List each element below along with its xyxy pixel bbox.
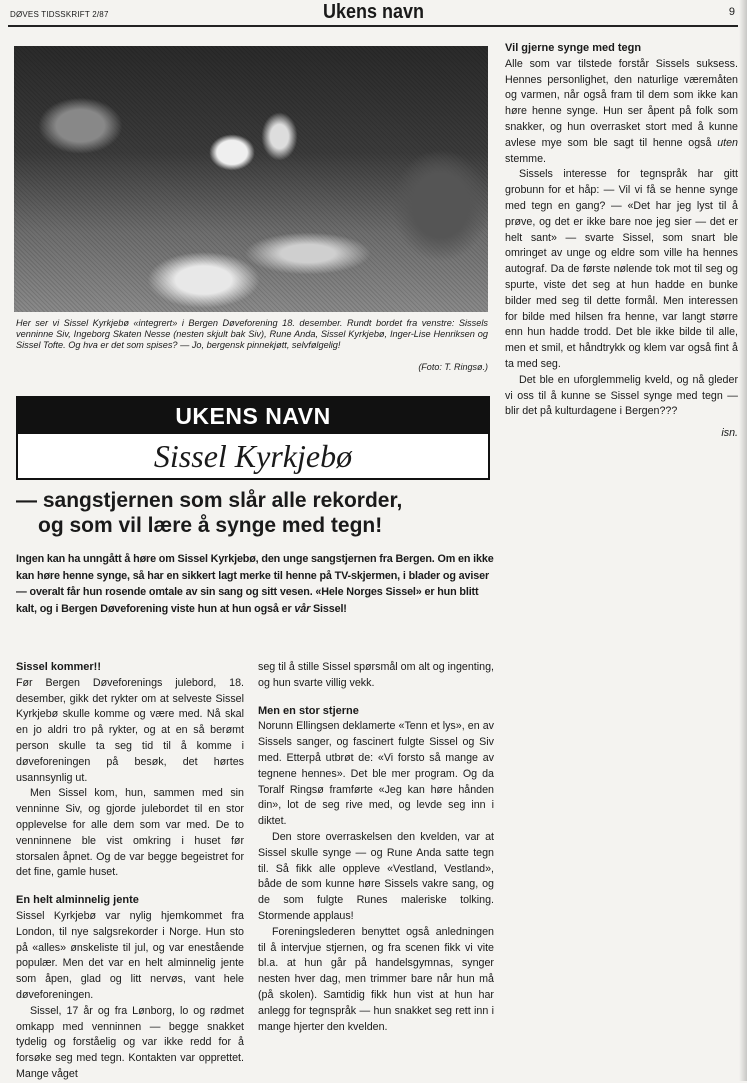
- author-signature: isn.: [721, 427, 738, 440]
- article-headline: [16, 488, 506, 538]
- headline-line-1: — sangstjernen som slår alle rekorder,: [16, 489, 403, 512]
- body-paragraph: Det ble en uforglemmelig kveld, og nå gleder vi oss til å kunne se Sissel synge med tegn — blir det på kulturdagene i Bergen???: [505, 373, 738, 418]
- header-rule: [8, 25, 738, 27]
- feature-title-box: [16, 396, 490, 480]
- page-edge-shadow: [739, 0, 747, 1081]
- subheading-synge-med-tegn: Vil gjerne synge med tegn: [505, 42, 642, 54]
- body-emphasis: uten: [717, 136, 738, 149]
- feature-banner: UKENS NAVN: [18, 398, 488, 434]
- lead-text-end: Sissel!: [310, 602, 347, 615]
- body-paragraph: [505, 57, 738, 168]
- body-paragraph: Men Sissel kom, hun, sammen med sin venninne Siv, og gjorde julebordet til en stor opplevelse for alle dem som var med. De to venninnene ble vist omkring i huset før storsalen åpnet. Og de var begge begeistret for det fine, gamle huset.: [16, 787, 244, 879]
- body-paragraph: seg til å stille Sissel spørsmål om alt og ingenting, og hun svarte villig vekk.: [258, 661, 494, 689]
- article-column-2: [258, 660, 494, 1035]
- body-paragraph: Sissels interesse for tegnspråk har gitt grobunn for et håp: — Vil vi få se henne synge med tegn en gang? — «Det har jeg lyst til å prøve, og det er ikke bare noe jeg sier — det er helt sant» — svarte Sissel, som snart ble omringet av unge og eldre som ville ha hennes autograf. Da de første nølende tok mot til seg og spurte, viste det seg at hun hadde en bunke bilder med seg til dette formål. Men interessen for bilde med hilsen fra henne, var langt større enn hun hadde trodd. Det ble ikke bilde til alle, men et smil, et håndtrykk og klem var også fint å ta med seg.: [505, 168, 738, 370]
- article-column-1: [16, 660, 244, 1083]
- body-paragraph: Foreningslederen benyttet også anledningen til å intervjue stjernen, og fra scenen fikk vi vite bl.a. at hun går på handelsgymnas, synger nesten hver dag, men trimmer bare når hun må (på skolen). Samtidig fikk hun vist at hun har anlegg for tegnspråk — hun snakket seg rett inn i mange hjerter den kvelden.: [258, 925, 494, 1033]
- subheading-stor-stjerne: Men en stor stjerne: [258, 704, 359, 717]
- lead-text: Ingen kan ha unngått å høre om Sissel Kyrkjebø, den unge sangstjernen fra Bergen. Om en ikke kan høre henne synge, så har en sikkert lagt merke til henne på TV-skjermen, i blader og aviser — overalt får hun rosende omtale av sin sang og sitt vesen. «Hele Norges Sissel» er hun blitt kalt, og i Bergen Døveforening viste hun at hun også er: [16, 553, 494, 615]
- body-text: Alle som var tilstede forstår Sissels suksess. Hennes personlighet, den naturlige væremåten og varmen, når også fram til dem som ikke kan høre henne synge. Hun ser åpent på folk som snakker, og hun overrasket stort med å kunne avlese mye som ble sagt til henne også: [505, 57, 738, 149]
- body-paragraph: Før Bergen Døveforenings julebord, 18. desember, gikk det rykter om at selveste Sissel Kyrkjebø skulle komme og være med. Nå skal en jo aldri tro på rykter, og at en så berømt person skulle ta seg tid til å komme i døveforeningen på besøk, det hørtes usannsynlig ut.: [16, 676, 244, 784]
- publication-name: DØVES TIDSSKRIFT 2/87: [10, 10, 109, 19]
- body-paragraph: Den store overraskelsen den kvelden, var at Sissel skulle synge — og Rune Anda satte tegn til. Så fikk alle oppleve «Vestland, Vestland», både de som kunne høre Sissels vakre sang, og de som fulgte Runes maleriske tolking. Stormende applaus!: [258, 830, 494, 922]
- body-paragraph: Norunn Ellingsen deklamerte «Tenn et lys», en av Sissels sanger, og fascinert fulgte Sissel og Siv med. Etterpå utbrøt de: «Vi forsto så mange av tegnene hennes». Det ble mer program. Og da Toralf Ringsø framførte «Jeg kan høre hånden din», lot de seg rive med, og levde seg inn i diktet.: [258, 720, 494, 828]
- article-column-3: [505, 41, 738, 442]
- subheading-sissel-kommer: Sissel kommer!!: [16, 661, 101, 673]
- body-text-end: stemme.: [505, 152, 546, 165]
- group-photo: [14, 46, 488, 312]
- lead-emphasis: vår: [294, 602, 311, 615]
- photo-caption: Her ser vi Sissel Kyrkjebø «integrert» i Bergen Døveforening 18. desember. Rundt bordet fra venstre: Sissels venninne Siv, Ingeborg Skaten Nesse (nesten skjult bak Siv), Rune Anda, Sissel Kyrkjebø, Inger-Lise Henriksen og Sissel Tofte. Og hva er det som spises? — Jo, bergensk pinnekjøtt, selvfølgelig!: [16, 318, 488, 350]
- section-title: Ukens navn: [322, 1, 425, 23]
- body-paragraph: Sissel Kyrkjebø var nylig hjemkommet fra London, til nye salgsrekorder i Norge. Hun sto på «alles» ønskeliste til jul, og var enestående populær. Men det var en helt alminnelig jente som åpen, glad og litt nervøs, vant hele døveforeningen.: [16, 909, 244, 1001]
- page-number: 9: [728, 6, 735, 18]
- headline-line-2: og som vil lære å synge med tegn!: [38, 514, 383, 537]
- featured-name: Sissel Kyrkjebø: [153, 438, 353, 474]
- photo-credit: (Foto: T. Ringsø.): [418, 362, 488, 372]
- page-header: [0, 0, 747, 30]
- body-paragraph: Sissel, 17 år og fra Lønborg, lo og rødmet omkapp med venninnen — begge snakket tydelig og forståelig og var ikke redd for å forsøke seg med tegn. Kontakten var opprettet. Mange våget: [16, 1004, 244, 1080]
- subheading-alminnelig-jente: En helt alminnelig jente: [16, 894, 139, 907]
- lead-paragraph: [16, 551, 496, 617]
